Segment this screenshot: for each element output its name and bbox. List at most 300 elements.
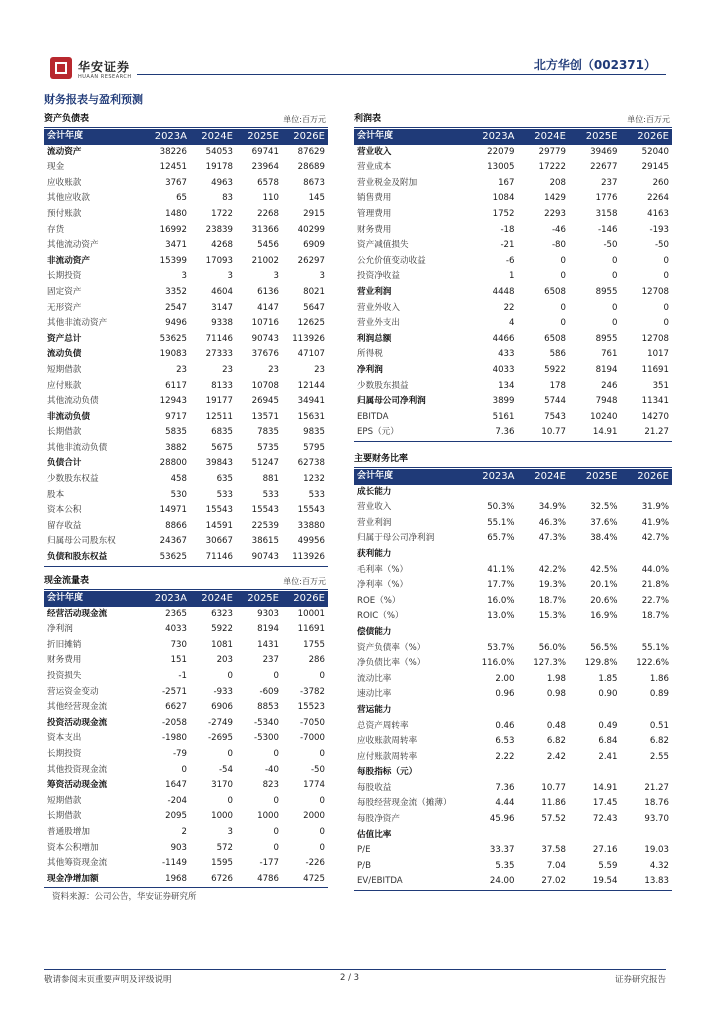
row-label: 其他筹资现金流 — [47, 858, 108, 869]
row-value: -609 — [259, 686, 279, 697]
row-value: 22539 — [251, 520, 279, 531]
table-row — [354, 410, 672, 426]
row-value: 55.1% — [641, 642, 669, 653]
row-value: -18 — [500, 224, 515, 235]
row-label: 存货 — [47, 224, 65, 235]
table-row — [354, 207, 672, 223]
row-value: 53625 — [144, 550, 190, 566]
row-value: 167 — [498, 177, 515, 188]
row-label: 营业外支出 — [357, 318, 400, 329]
table-row — [354, 563, 672, 579]
row-value: -3782 — [300, 686, 325, 697]
row-value: 113926 — [292, 333, 325, 344]
row-value: -7000 — [300, 733, 325, 744]
row-value: 0.90 — [598, 689, 618, 700]
row-value: 9338 — [211, 318, 233, 329]
row-value: 42.2% — [538, 564, 566, 575]
row-value: 22079 — [487, 146, 515, 157]
table-row — [354, 609, 672, 625]
row-value: 1755 — [303, 639, 325, 650]
row-value: 1647 — [165, 780, 187, 791]
row-value: 5675 — [211, 442, 233, 453]
row-value: 2095 — [165, 811, 187, 822]
row-value: 246 — [601, 380, 618, 391]
row-value: 21.27 — [644, 782, 669, 793]
row-value: 6578 — [257, 177, 279, 188]
row-label: 公允价值变动收益 — [357, 255, 426, 266]
row-value: 56.5% — [590, 642, 618, 653]
row-value: 1480 — [165, 208, 187, 219]
table-row — [354, 672, 672, 688]
row-value — [466, 703, 518, 719]
row-value — [518, 547, 570, 563]
row-value: 3767 — [165, 177, 187, 188]
row-value: 1000 — [211, 811, 233, 822]
row-label: 股本 — [47, 489, 65, 500]
row-value: 881 — [262, 474, 279, 485]
row-label: 利润总额 — [357, 333, 392, 344]
row-value: 10240 — [590, 411, 618, 422]
table-row — [44, 472, 328, 488]
row-value: 151 — [170, 655, 187, 666]
row-value: 39843 — [205, 458, 233, 469]
table-row — [44, 669, 328, 685]
row-value: -2058 — [162, 717, 187, 728]
row-value: 47.3% — [538, 533, 566, 544]
header-rule — [137, 74, 666, 75]
row-value: 0 — [227, 748, 233, 759]
row-label: 长期投资 — [47, 271, 82, 282]
row-value: 3158 — [595, 208, 618, 219]
header-label: 会计年度 — [354, 129, 466, 145]
row-value: -2571 — [162, 686, 187, 697]
row-label: 估值比率 — [357, 829, 392, 840]
row-label: 经营活动现金流 — [47, 608, 108, 619]
row-label: 所得税 — [357, 349, 383, 360]
row-value: 5161 — [492, 411, 515, 422]
row-value: 7948 — [595, 396, 618, 407]
row-label: 现金净增加额 — [44, 872, 144, 888]
row-value: 0 — [612, 318, 618, 329]
row-value: 21.27 — [621, 425, 673, 441]
table-row — [44, 638, 328, 654]
row-label: 长期借款 — [47, 427, 82, 438]
table-row — [44, 700, 328, 716]
row-label: EBITDA — [357, 411, 389, 422]
row-label: 少数股东损益 — [357, 380, 409, 391]
table-row — [354, 703, 672, 719]
row-value: 0 — [227, 795, 233, 806]
row-label: 非流动负债 — [47, 411, 90, 422]
row-value: -933 — [213, 686, 233, 697]
row-label: 长期借款 — [47, 811, 82, 822]
table-row — [44, 534, 328, 550]
table-row — [44, 191, 328, 207]
row-label: ROIC（%） — [357, 611, 404, 622]
table-row — [354, 394, 672, 410]
balance-sheet-title: 资产负债表 — [44, 114, 90, 124]
row-value: -54 — [218, 764, 233, 775]
row-value: 0 — [663, 255, 669, 266]
row-value: -226 — [305, 858, 325, 869]
table-row — [44, 841, 328, 857]
row-value: 4.32 — [649, 860, 669, 871]
row-value: 14971 — [159, 505, 187, 516]
row-value: 0 — [663, 318, 669, 329]
row-value: 12708 — [641, 333, 669, 344]
table-row — [354, 223, 672, 239]
row-value: 93.70 — [644, 814, 669, 825]
row-label: 负债和股东权益 — [44, 550, 144, 566]
table-row — [354, 176, 672, 192]
row-value: 69741 — [251, 146, 279, 157]
row-value: 56.0% — [538, 642, 566, 653]
row-value: 6.84 — [598, 736, 618, 747]
row-value: 903 — [170, 842, 187, 853]
row-value: 0 — [663, 271, 669, 282]
row-label: 折旧摊销 — [47, 639, 82, 650]
row-value — [518, 703, 570, 719]
row-value: 19178 — [205, 162, 233, 173]
row-value: 8853 — [257, 702, 279, 713]
huaan-logo — [50, 57, 72, 79]
table-row — [44, 825, 328, 841]
row-value: 40299 — [297, 224, 325, 235]
table-row — [44, 238, 328, 254]
table-row — [44, 731, 328, 747]
row-value: 1.86 — [649, 673, 669, 684]
header-year: 2024E — [190, 129, 236, 145]
row-value: 22.7% — [641, 595, 669, 606]
row-value: 4163 — [647, 208, 669, 219]
row-label: P/B — [357, 860, 371, 871]
row-value: 530 — [170, 489, 187, 500]
row-value: 16992 — [159, 224, 187, 235]
cash-flow-header — [44, 575, 328, 588]
row-value: 10.77 — [518, 425, 570, 441]
row-value: 0 — [227, 670, 233, 681]
row-value: 53625 — [159, 333, 187, 344]
row-value: 71146 — [205, 333, 233, 344]
income-statement-unit: 单位:百万元 — [627, 115, 670, 124]
table-row — [354, 750, 672, 766]
row-value — [621, 547, 673, 563]
row-value — [466, 547, 518, 563]
row-value: 0 — [319, 795, 325, 806]
row-value: 3 — [227, 271, 233, 282]
row-value: 15543 — [297, 505, 325, 516]
row-value: 761 — [601, 349, 618, 360]
row-value: 129.8% — [584, 658, 618, 669]
row-value: 1431 — [257, 639, 279, 650]
table-row — [44, 809, 328, 825]
table-row — [44, 207, 328, 223]
row-value: 37676 — [251, 349, 279, 360]
table-row — [354, 874, 672, 890]
row-label: 净利润 — [357, 364, 383, 375]
table-row — [44, 872, 328, 888]
table-row — [354, 379, 672, 395]
table-row — [44, 269, 328, 285]
row-value: 15543 — [251, 505, 279, 516]
row-value: 110 — [262, 193, 279, 204]
row-value: 13.83 — [621, 874, 673, 890]
row-value: 2915 — [303, 208, 325, 219]
row-value: 8673 — [303, 177, 325, 188]
row-value: 0.89 — [649, 689, 669, 700]
row-value: 49956 — [297, 536, 325, 547]
row-value: 87629 — [297, 146, 325, 157]
row-value: 1774 — [303, 780, 325, 791]
row-value: 6909 — [303, 240, 325, 251]
table-row — [354, 812, 672, 828]
table-row — [354, 347, 672, 363]
row-value: 83 — [222, 193, 233, 204]
table-row — [354, 332, 672, 348]
row-value: 15.3% — [538, 611, 566, 622]
row-value: -5340 — [254, 717, 279, 728]
row-label: 少数股东权益 — [47, 474, 99, 485]
table-row — [354, 687, 672, 703]
row-value — [621, 625, 673, 641]
row-value: 4033 — [492, 364, 515, 375]
row-label: 预付账款 — [47, 208, 82, 219]
row-value: -7050 — [300, 717, 325, 728]
footer-rule — [44, 969, 666, 970]
row-value: 34941 — [297, 396, 325, 407]
row-value: 41.1% — [487, 564, 515, 575]
row-value: 1429 — [544, 193, 566, 204]
header-year: 2023A — [466, 469, 518, 485]
row-value: 41.9% — [641, 517, 669, 528]
table-row — [354, 625, 672, 641]
row-value: 22677 — [590, 162, 618, 173]
row-value: 29779 — [538, 146, 566, 157]
row-value: 23 — [222, 364, 233, 375]
row-label: 每股指标（元） — [357, 767, 418, 778]
row-value: 0 — [181, 764, 187, 775]
row-value: 6906 — [211, 702, 233, 713]
row-value: 134 — [498, 380, 515, 391]
page-title: 财务报表与盈利预测 — [44, 93, 143, 106]
table-row — [354, 516, 672, 532]
row-value: 4725 — [282, 872, 328, 888]
row-value: 4 — [509, 318, 515, 329]
row-value: 6835 — [211, 427, 233, 438]
row-value: 14.91 — [592, 782, 618, 793]
table-row — [354, 500, 672, 516]
row-value: 4268 — [211, 240, 233, 251]
row-value: 17222 — [538, 162, 566, 173]
row-value: 0 — [612, 271, 618, 282]
row-value: 7.36 — [495, 782, 515, 793]
row-value: 351 — [652, 380, 669, 391]
row-value: 7.36 — [466, 425, 518, 441]
table-row — [354, 547, 672, 563]
row-label: 每股净资产 — [357, 814, 400, 825]
row-value: 12625 — [297, 318, 325, 329]
row-label: 销售费用 — [357, 193, 392, 204]
row-value — [466, 485, 518, 501]
table-row — [354, 285, 672, 301]
row-label: 营业利润 — [357, 517, 392, 528]
row-value: 10.77 — [541, 782, 566, 793]
row-label: 资产负债率（%） — [357, 642, 426, 653]
table-row — [44, 301, 328, 317]
row-value: 1 — [509, 271, 515, 282]
row-value: 11341 — [641, 396, 669, 407]
row-value: 5.59 — [598, 860, 618, 871]
row-value: 0 — [319, 748, 325, 759]
table-header-row — [44, 591, 328, 607]
row-value: 1722 — [211, 208, 233, 219]
row-value: 90743 — [236, 550, 282, 566]
row-value: 8194 — [257, 624, 279, 635]
row-value: 28689 — [297, 162, 325, 173]
row-value: 18.76 — [644, 798, 669, 809]
row-value: 4604 — [211, 286, 233, 297]
table-row — [44, 410, 328, 426]
table-row — [44, 223, 328, 239]
header-label: 会计年度 — [354, 469, 466, 485]
row-value: 37.58 — [541, 845, 566, 856]
row-value: 286 — [308, 655, 325, 666]
table-row — [44, 763, 328, 779]
row-label: 营业外收入 — [357, 302, 400, 313]
row-value: -50 — [310, 764, 325, 775]
row-label: ROE（%） — [357, 595, 401, 606]
row-label: 投资净收益 — [357, 271, 400, 282]
row-value: 9496 — [165, 318, 187, 329]
row-value — [569, 828, 621, 844]
row-value: 1000 — [257, 811, 279, 822]
row-value: -80 — [551, 240, 566, 251]
row-value: 34.9% — [538, 502, 566, 513]
row-value: 6136 — [257, 286, 279, 297]
table-row — [44, 856, 328, 872]
row-label: 普通股增加 — [47, 826, 90, 837]
row-value: 4786 — [236, 872, 282, 888]
row-label: 资产减值损失 — [357, 240, 409, 251]
row-value: 113926 — [282, 550, 328, 566]
row-value: -21 — [500, 240, 515, 251]
table-row — [354, 269, 672, 285]
row-label: 投资损失 — [47, 670, 82, 681]
header-year: 2025E — [236, 591, 282, 607]
table-row — [44, 456, 328, 472]
table-row — [354, 191, 672, 207]
row-label: P/E — [357, 845, 371, 856]
row-value: 51247 — [251, 458, 279, 469]
row-value: 17.45 — [592, 798, 618, 809]
row-value: 6.82 — [546, 736, 566, 747]
row-value: 178 — [549, 380, 566, 391]
row-value: 3 — [181, 271, 187, 282]
row-value: 0 — [319, 826, 325, 837]
table-row — [354, 578, 672, 594]
table-row — [44, 519, 328, 535]
row-value: 533 — [216, 489, 233, 500]
row-value: 0.98 — [546, 689, 566, 700]
row-value — [569, 625, 621, 641]
row-value: 572 — [216, 842, 233, 853]
title-rule — [44, 127, 328, 128]
header-year: 2026E — [282, 591, 328, 607]
row-value: 0 — [273, 795, 279, 806]
row-label: 筹资活动现金流 — [47, 780, 108, 791]
row-value: 208 — [549, 177, 566, 188]
row-label: EPS（元） — [354, 425, 466, 441]
row-value: 635 — [216, 474, 233, 485]
row-value: -5300 — [254, 733, 279, 744]
row-label: 无形资产 — [47, 302, 82, 313]
row-value: 6.53 — [495, 736, 515, 747]
header-year: 2026E — [621, 129, 673, 145]
row-value: 0 — [560, 271, 566, 282]
row-label: 营运能力 — [357, 704, 392, 715]
row-value: 42.7% — [641, 533, 669, 544]
row-value: 54053 — [205, 146, 233, 157]
row-value: 0 — [612, 302, 618, 313]
header-year: 2025E — [236, 129, 282, 145]
row-label: 每股经营现金流（摊薄） — [357, 798, 452, 809]
row-value: 26945 — [251, 396, 279, 407]
row-value — [621, 703, 673, 719]
row-value: 0 — [273, 826, 279, 837]
row-value: 72.43 — [592, 814, 618, 825]
row-value: 0 — [273, 748, 279, 759]
row-value: -46 — [551, 224, 566, 235]
row-value — [518, 828, 570, 844]
row-value: 14591 — [205, 520, 233, 531]
row-value — [569, 547, 621, 563]
title-rule — [354, 127, 672, 128]
table-row — [354, 301, 672, 317]
row-value: 0.49 — [598, 720, 618, 731]
row-value: 1232 — [303, 474, 325, 485]
row-label: 非流动资产 — [47, 255, 90, 266]
row-value: 11691 — [297, 624, 325, 635]
row-value: 65.7% — [487, 533, 515, 544]
row-label: 资本公积增加 — [47, 842, 99, 853]
row-value: 5744 — [544, 396, 566, 407]
row-value: 6627 — [165, 702, 187, 713]
row-value: 7.04 — [546, 860, 566, 871]
row-label: 营业收入 — [357, 146, 392, 157]
row-label: 净利润 — [47, 624, 73, 635]
row-value: 7835 — [257, 427, 279, 438]
row-label: 管理费用 — [357, 208, 392, 219]
row-value: 19083 — [159, 349, 187, 360]
row-value: 0.51 — [649, 720, 669, 731]
row-value — [621, 765, 673, 781]
row-value: 0.46 — [495, 720, 515, 731]
brand-subtitle: HUAAN RESEARCH — [78, 74, 132, 80]
row-label: 净负债比率（%） — [357, 658, 426, 669]
header-year: 2025E — [569, 129, 621, 145]
row-value: 5735 — [257, 442, 279, 453]
table-row — [354, 828, 672, 844]
row-value: 5456 — [257, 240, 279, 251]
row-value: 1595 — [211, 858, 233, 869]
row-value: -193 — [649, 224, 669, 235]
title-rule — [44, 589, 328, 590]
row-label: 总资产周转率 — [357, 720, 409, 731]
row-value: 20.6% — [590, 595, 618, 606]
row-value: 823 — [262, 780, 279, 791]
row-value: 13571 — [251, 411, 279, 422]
table-row — [354, 843, 672, 859]
